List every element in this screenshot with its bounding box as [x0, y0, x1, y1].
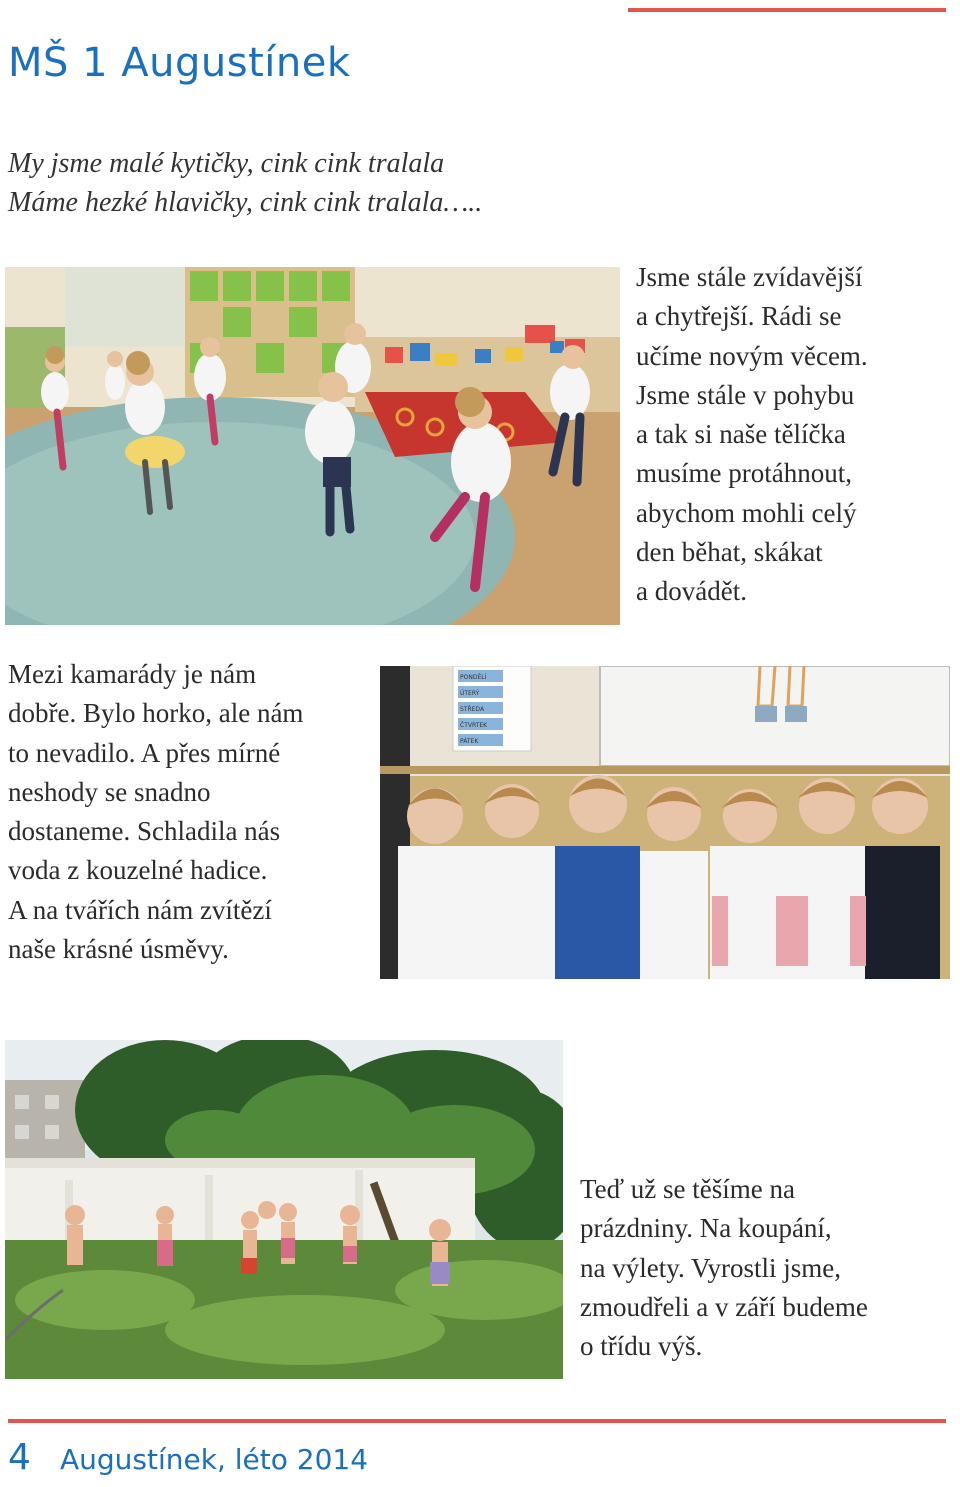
para2-line: voda z kouzelné hadice.: [8, 855, 268, 886]
paragraph-3: [580, 1170, 868, 1366]
para2-line: neshody se snadno: [8, 776, 211, 807]
para1-line: den běhat, skákat: [636, 537, 823, 568]
photo-garden-sprinkler: [5, 1040, 563, 1379]
para1-line: Jsme stále zvídavější: [636, 262, 863, 292]
para1-line: Jsme stále v pohybu: [636, 379, 855, 410]
song-line: My jsme malé kytičky, cink cink tralala: [8, 148, 445, 179]
page-title: MŠ 1 Augustínek: [8, 40, 351, 86]
paragraph-1: [636, 258, 868, 612]
para1-line: a dovádět.: [636, 576, 747, 607]
para2-line: dobře. Bylo horko, ale nám: [8, 698, 304, 729]
paragraph-2: [8, 655, 303, 969]
para3-line: na výlety. Vyrostli jsme,: [580, 1252, 841, 1283]
song-line: Máme hezké hlavičky, cink cink tralala…..: [8, 187, 483, 218]
para3-line: prázdniny. Na koupání,: [580, 1213, 832, 1244]
para3-line: zmoudřeli a v září budeme: [580, 1291, 868, 1322]
sign-day-3: STŘEDA: [460, 706, 485, 713]
publication-name: Augustínek, léto 2014: [60, 1443, 369, 1476]
para1-line: a tak si naše tělíčka: [636, 419, 846, 450]
top-rule: [628, 8, 946, 12]
para1-line: abychom mohli celý: [636, 497, 857, 528]
photo-children-group: [380, 666, 950, 979]
classroom-dance-illustration: [5, 267, 620, 625]
para3-line: Teď už se těšíme na: [580, 1174, 795, 1204]
sign-day-2: ÚTERÝ: [460, 690, 480, 697]
song-verse: [8, 144, 482, 222]
para2-line: A na tvářích nám zvítězí: [8, 894, 272, 925]
para1-line: učíme novým věcem.: [636, 340, 868, 371]
para2-line: dostaneme. Schladila nás: [8, 816, 281, 847]
para2-line: naše krásné úsměvy.: [8, 934, 229, 965]
photo-classroom-dance: [5, 267, 620, 625]
para2-line: Mezi kamarády je nám: [8, 659, 257, 689]
para3-line: o třídu výš.: [580, 1331, 703, 1362]
sign-day-1: PONDĚLÍ: [460, 674, 487, 681]
para1-line: a chytřejší. Rádi se: [636, 301, 842, 332]
sign-day-5: PÁTEK: [460, 738, 479, 745]
sign-day-4: ČTVRTEK: [460, 722, 488, 729]
bottom-rule: [8, 1419, 946, 1423]
children-group-illustration: [380, 666, 950, 979]
garden-sprinkler-illustration: [5, 1040, 563, 1379]
para2-line: to nevadilo. A přes mírné: [8, 737, 281, 768]
para1-line: musíme protáhnout,: [636, 458, 852, 489]
page-number: 4: [8, 1437, 31, 1478]
